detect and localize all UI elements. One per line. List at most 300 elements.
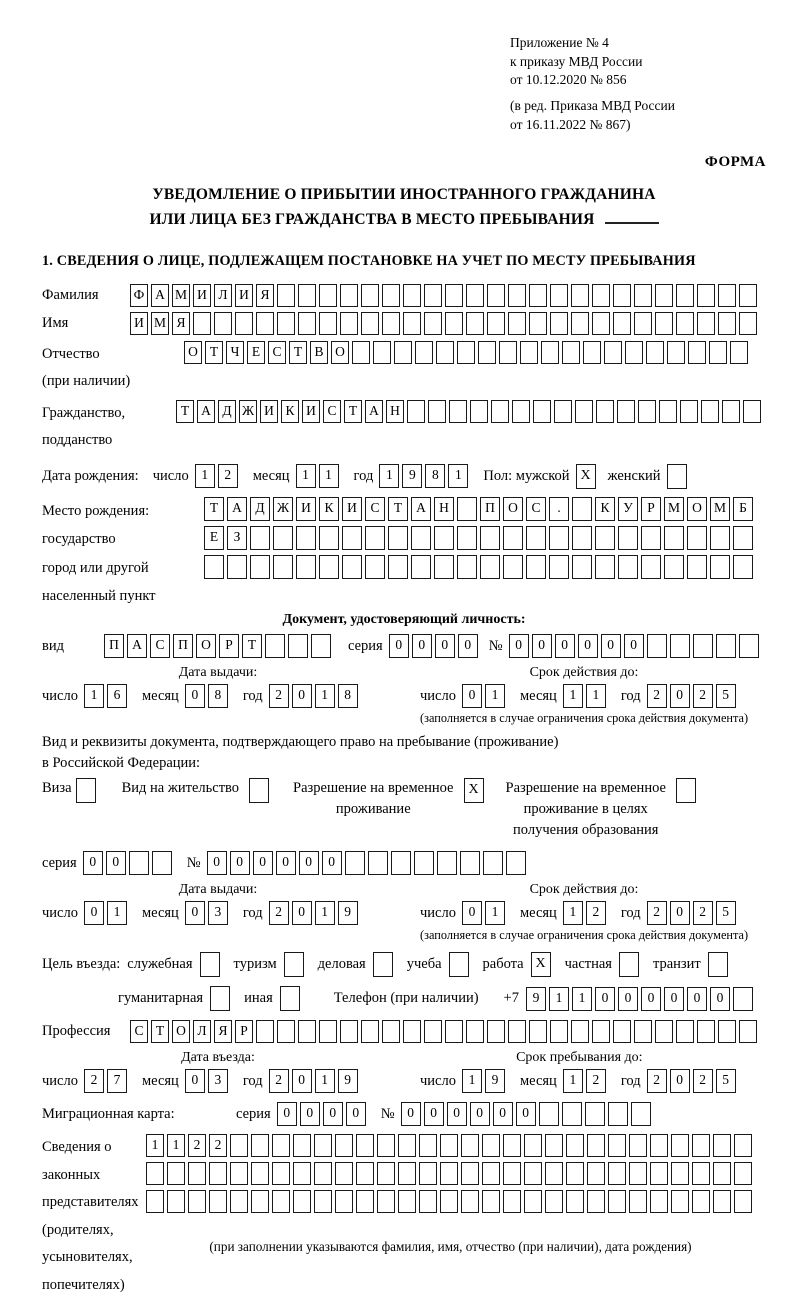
empty-cell[interactable] — [461, 1190, 479, 1213]
char-cell[interactable]: 0 — [84, 901, 104, 925]
char-cell[interactable]: 0 — [435, 634, 455, 658]
empty-cell[interactable] — [146, 1190, 164, 1213]
char-cell[interactable]: 1 — [462, 1069, 482, 1093]
char-cell[interactable]: 1 — [84, 684, 104, 708]
char-cell[interactable]: С — [268, 341, 286, 364]
visa-checkbox[interactable] — [76, 778, 96, 803]
char-cell[interactable]: 0 — [292, 1069, 312, 1093]
char-cell[interactable]: 0 — [664, 987, 684, 1011]
empty-cell[interactable] — [587, 1162, 605, 1185]
empty-cell[interactable] — [562, 1102, 582, 1126]
birth-place-input-row2[interactable] — [204, 526, 756, 550]
char-cell[interactable]: 0 — [185, 901, 205, 925]
char-cell[interactable]: П — [104, 634, 124, 658]
temp-residence-edu-checkbox[interactable] — [676, 778, 696, 803]
empty-cell[interactable] — [256, 312, 274, 335]
empty-cell[interactable] — [716, 634, 736, 658]
char-cell[interactable]: 3 — [208, 901, 228, 925]
empty-cell[interactable] — [457, 526, 477, 550]
empty-cell[interactable] — [377, 1190, 395, 1213]
empty-cell[interactable] — [592, 284, 610, 307]
char-cell[interactable]: 0 — [578, 634, 598, 658]
empty-cell[interactable] — [670, 634, 690, 658]
empty-cell[interactable] — [368, 851, 388, 875]
char-cell[interactable]: О — [503, 497, 523, 521]
doc-issue-year-input[interactable] — [269, 684, 361, 708]
empty-cell[interactable] — [545, 1162, 563, 1185]
empty-cell[interactable] — [382, 284, 400, 307]
migration-number-input[interactable] — [401, 1102, 654, 1126]
char-cell[interactable]: А — [127, 634, 147, 658]
empty-cell[interactable] — [293, 1190, 311, 1213]
entry-month-input[interactable] — [185, 1069, 231, 1093]
char-cell[interactable]: 0 — [230, 851, 250, 875]
residence-permit-checkbox[interactable] — [249, 778, 269, 803]
empty-cell[interactable] — [697, 284, 715, 307]
empty-cell[interactable] — [391, 851, 411, 875]
empty-cell[interactable] — [743, 400, 761, 423]
char-cell[interactable]: 2 — [188, 1134, 206, 1157]
char-cell[interactable]: 0 — [276, 851, 296, 875]
empty-cell[interactable] — [508, 1020, 526, 1043]
empty-cell[interactable] — [664, 526, 684, 550]
char-cell[interactable]: 0 — [470, 1102, 490, 1126]
empty-cell[interactable] — [671, 1134, 689, 1157]
migration-series-input[interactable] — [277, 1102, 369, 1126]
char-cell[interactable]: 0 — [624, 634, 644, 658]
purpose-study-checkbox[interactable] — [449, 952, 469, 977]
empty-cell[interactable] — [298, 1020, 316, 1043]
empty-cell[interactable] — [277, 284, 295, 307]
empty-cell[interactable] — [424, 312, 442, 335]
empty-cell[interactable] — [428, 400, 446, 423]
char-cell[interactable]: 0 — [509, 634, 529, 658]
empty-cell[interactable] — [335, 1190, 353, 1213]
empty-cell[interactable] — [414, 851, 434, 875]
empty-cell[interactable] — [340, 312, 358, 335]
permit-issue-year-input[interactable] — [269, 901, 361, 925]
char-cell[interactable]: 0 — [299, 851, 319, 875]
char-cell[interactable]: 9 — [485, 1069, 505, 1093]
char-cell[interactable]: Ч — [226, 341, 244, 364]
char-cell[interactable]: . — [549, 497, 569, 521]
char-cell[interactable]: 0 — [555, 634, 575, 658]
char-cell[interactable]: К — [319, 497, 339, 521]
char-cell[interactable]: 7 — [107, 1069, 127, 1093]
empty-cell[interactable] — [251, 1190, 269, 1213]
empty-cell[interactable] — [680, 400, 698, 423]
char-cell[interactable]: 0 — [300, 1102, 320, 1126]
char-cell[interactable]: И — [235, 284, 253, 307]
char-cell[interactable]: 0 — [185, 1069, 205, 1093]
char-cell[interactable]: 2 — [586, 1069, 606, 1093]
char-cell[interactable]: 0 — [710, 987, 730, 1011]
purpose-private-checkbox[interactable] — [619, 952, 639, 977]
empty-cell[interactable] — [445, 284, 463, 307]
char-cell[interactable]: Т — [242, 634, 262, 658]
permit-series-input[interactable] — [83, 851, 175, 875]
char-cell[interactable]: О — [184, 341, 202, 364]
empty-cell[interactable] — [314, 1190, 332, 1213]
empty-cell[interactable] — [314, 1134, 332, 1157]
doc-valid-year-input[interactable] — [647, 684, 739, 708]
empty-cell[interactable] — [398, 1190, 416, 1213]
empty-cell[interactable] — [382, 312, 400, 335]
char-cell[interactable]: К — [281, 400, 299, 423]
empty-cell[interactable] — [335, 1162, 353, 1185]
empty-cell[interactable] — [250, 526, 270, 550]
empty-cell[interactable] — [214, 312, 232, 335]
sex-female-checkbox[interactable] — [667, 464, 687, 489]
empty-cell[interactable] — [585, 1102, 605, 1126]
char-cell[interactable]: Ж — [273, 497, 293, 521]
char-cell[interactable]: 2 — [209, 1134, 227, 1157]
purpose-other-checkbox[interactable] — [280, 986, 300, 1011]
empty-cell[interactable] — [687, 526, 707, 550]
char-cell[interactable]: 1 — [315, 901, 335, 925]
empty-cell[interactable] — [687, 555, 707, 579]
empty-cell[interactable] — [592, 312, 610, 335]
char-cell[interactable]: 0 — [670, 684, 690, 708]
empty-cell[interactable] — [638, 400, 656, 423]
empty-cell[interactable] — [265, 634, 285, 658]
char-cell[interactable]: 2 — [693, 1069, 713, 1093]
empty-cell[interactable] — [709, 341, 727, 364]
empty-cell[interactable] — [345, 851, 365, 875]
empty-cell[interactable] — [659, 400, 677, 423]
empty-cell[interactable] — [692, 1162, 710, 1185]
empty-cell[interactable] — [730, 341, 748, 364]
empty-cell[interactable] — [440, 1190, 458, 1213]
empty-cell[interactable] — [583, 341, 601, 364]
char-cell[interactable]: Т — [205, 341, 223, 364]
empty-cell[interactable] — [434, 526, 454, 550]
char-cell[interactable]: 0 — [401, 1102, 421, 1126]
char-cell[interactable]: 0 — [424, 1102, 444, 1126]
empty-cell[interactable] — [403, 312, 421, 335]
empty-cell[interactable] — [314, 1162, 332, 1185]
char-cell[interactable]: П — [173, 634, 193, 658]
empty-cell[interactable] — [461, 1134, 479, 1157]
char-cell[interactable]: Т — [151, 1020, 169, 1043]
empty-cell[interactable] — [167, 1190, 185, 1213]
empty-cell[interactable] — [342, 555, 362, 579]
empty-cell[interactable] — [167, 1162, 185, 1185]
empty-cell[interactable] — [480, 526, 500, 550]
purpose-humanitarian-checkbox[interactable] — [210, 986, 230, 1011]
char-cell[interactable]: 1 — [485, 684, 505, 708]
empty-cell[interactable] — [440, 1162, 458, 1185]
empty-cell[interactable] — [487, 1020, 505, 1043]
empty-cell[interactable] — [613, 312, 631, 335]
empty-cell[interactable] — [293, 1162, 311, 1185]
char-cell[interactable]: 1 — [167, 1134, 185, 1157]
char-cell[interactable]: 1 — [379, 464, 399, 488]
char-cell[interactable]: Т — [176, 400, 194, 423]
empty-cell[interactable] — [460, 851, 480, 875]
empty-cell[interactable] — [650, 1190, 668, 1213]
empty-cell[interactable] — [398, 1162, 416, 1185]
empty-cell[interactable] — [466, 312, 484, 335]
empty-cell[interactable] — [382, 1020, 400, 1043]
birth-place-input-row1[interactable] — [204, 497, 756, 521]
empty-cell[interactable] — [733, 526, 753, 550]
empty-cell[interactable] — [188, 1162, 206, 1185]
char-cell[interactable]: И — [193, 284, 211, 307]
empty-cell[interactable] — [296, 555, 316, 579]
char-cell[interactable]: 6 — [107, 684, 127, 708]
char-cell[interactable]: 1 — [563, 901, 583, 925]
char-cell[interactable]: Б — [733, 497, 753, 521]
empty-cell[interactable] — [671, 1162, 689, 1185]
empty-cell[interactable] — [503, 1162, 521, 1185]
empty-cell[interactable] — [571, 312, 589, 335]
empty-cell[interactable] — [342, 526, 362, 550]
char-cell[interactable]: 9 — [402, 464, 422, 488]
empty-cell[interactable] — [655, 312, 673, 335]
empty-cell[interactable] — [419, 1190, 437, 1213]
empty-cell[interactable] — [571, 284, 589, 307]
empty-cell[interactable] — [457, 555, 477, 579]
empty-cell[interactable] — [230, 1162, 248, 1185]
profession-input[interactable] — [130, 1020, 760, 1043]
empty-cell[interactable] — [629, 1190, 647, 1213]
char-cell[interactable]: 2 — [84, 1069, 104, 1093]
representatives-input-row2[interactable] — [146, 1162, 755, 1185]
stay-year-input[interactable] — [647, 1069, 739, 1093]
char-cell[interactable]: 1 — [315, 684, 335, 708]
empty-cell[interactable] — [550, 1020, 568, 1043]
temp-residence-checkbox[interactable]: X — [464, 778, 484, 803]
char-cell[interactable]: 1 — [448, 464, 468, 488]
empty-cell[interactable] — [508, 312, 526, 335]
char-cell[interactable]: 8 — [338, 684, 358, 708]
birth-day-input[interactable] — [195, 464, 241, 488]
char-cell[interactable]: 0 — [641, 987, 661, 1011]
empty-cell[interactable] — [676, 312, 694, 335]
char-cell[interactable]: 2 — [647, 1069, 667, 1093]
empty-cell[interactable] — [508, 284, 526, 307]
purpose-work-checkbox[interactable]: X — [531, 952, 551, 977]
empty-cell[interactable] — [227, 555, 247, 579]
char-cell[interactable]: 0 — [412, 634, 432, 658]
char-cell[interactable]: 0 — [601, 634, 621, 658]
char-cell[interactable]: 1 — [563, 684, 583, 708]
char-cell[interactable]: С — [323, 400, 341, 423]
empty-cell[interactable] — [403, 284, 421, 307]
empty-cell[interactable] — [273, 555, 293, 579]
empty-cell[interactable] — [526, 555, 546, 579]
char-cell[interactable]: Н — [434, 497, 454, 521]
empty-cell[interactable] — [634, 312, 652, 335]
empty-cell[interactable] — [655, 284, 673, 307]
empty-cell[interactable] — [539, 1102, 559, 1126]
empty-cell[interactable] — [388, 555, 408, 579]
char-cell[interactable]: И — [260, 400, 278, 423]
empty-cell[interactable] — [440, 1134, 458, 1157]
empty-cell[interactable] — [587, 1134, 605, 1157]
empty-cell[interactable] — [356, 1190, 374, 1213]
char-cell[interactable]: 2 — [693, 684, 713, 708]
char-cell[interactable]: А — [365, 400, 383, 423]
permit-valid-day-input[interactable] — [462, 901, 508, 925]
empty-cell[interactable] — [146, 1162, 164, 1185]
char-cell[interactable]: 0 — [253, 851, 273, 875]
empty-cell[interactable] — [688, 341, 706, 364]
empty-cell[interactable] — [646, 341, 664, 364]
char-cell[interactable]: 0 — [106, 851, 126, 875]
char-cell[interactable]: М — [664, 497, 684, 521]
char-cell[interactable]: И — [130, 312, 148, 335]
empty-cell[interactable] — [356, 1162, 374, 1185]
permit-valid-year-input[interactable] — [647, 901, 739, 925]
empty-cell[interactable] — [466, 1020, 484, 1043]
empty-cell[interactable] — [352, 341, 370, 364]
empty-cell[interactable] — [641, 555, 661, 579]
empty-cell[interactable] — [449, 400, 467, 423]
char-cell[interactable]: С — [526, 497, 546, 521]
char-cell[interactable]: Я — [214, 1020, 232, 1043]
empty-cell[interactable] — [319, 312, 337, 335]
empty-cell[interactable] — [377, 1134, 395, 1157]
char-cell[interactable]: И — [302, 400, 320, 423]
char-cell[interactable]: 2 — [647, 901, 667, 925]
empty-cell[interactable] — [209, 1190, 227, 1213]
char-cell[interactable]: 3 — [208, 1069, 228, 1093]
empty-cell[interactable] — [566, 1190, 584, 1213]
char-cell[interactable]: Н — [386, 400, 404, 423]
char-cell[interactable]: 2 — [269, 901, 289, 925]
empty-cell[interactable] — [487, 312, 505, 335]
empty-cell[interactable] — [566, 1134, 584, 1157]
permit-number-input[interactable] — [207, 851, 529, 875]
char-cell[interactable]: У — [618, 497, 638, 521]
char-cell[interactable]: 2 — [218, 464, 238, 488]
empty-cell[interactable] — [710, 555, 730, 579]
empty-cell[interactable] — [209, 1162, 227, 1185]
empty-cell[interactable] — [692, 1190, 710, 1213]
char-cell[interactable]: 1 — [195, 464, 215, 488]
char-cell[interactable]: О — [331, 341, 349, 364]
char-cell[interactable]: 1 — [549, 987, 569, 1011]
empty-cell[interactable] — [361, 1020, 379, 1043]
empty-cell[interactable] — [634, 284, 652, 307]
char-cell[interactable]: 0 — [322, 851, 342, 875]
char-cell[interactable]: Р — [235, 1020, 253, 1043]
empty-cell[interactable] — [650, 1134, 668, 1157]
char-cell[interactable]: 0 — [207, 851, 227, 875]
empty-cell[interactable] — [608, 1134, 626, 1157]
char-cell[interactable]: Т — [344, 400, 362, 423]
empty-cell[interactable] — [424, 284, 442, 307]
empty-cell[interactable] — [361, 312, 379, 335]
empty-cell[interactable] — [647, 634, 667, 658]
char-cell[interactable]: 1 — [572, 987, 592, 1011]
purpose-commercial-checkbox[interactable] — [373, 952, 393, 977]
char-cell[interactable]: 9 — [526, 987, 546, 1011]
char-cell[interactable]: Т — [204, 497, 224, 521]
empty-cell[interactable] — [491, 400, 509, 423]
char-cell[interactable]: 0 — [292, 901, 312, 925]
empty-cell[interactable] — [618, 555, 638, 579]
char-cell[interactable]: 8 — [208, 684, 228, 708]
empty-cell[interactable] — [572, 555, 592, 579]
char-cell[interactable]: Р — [219, 634, 239, 658]
empty-cell[interactable] — [550, 312, 568, 335]
char-cell[interactable]: 1 — [319, 464, 339, 488]
empty-cell[interactable] — [739, 284, 757, 307]
empty-cell[interactable] — [631, 1102, 651, 1126]
empty-cell[interactable] — [335, 1134, 353, 1157]
doc-valid-day-input[interactable] — [462, 684, 508, 708]
doc-series-input[interactable] — [389, 634, 481, 658]
char-cell[interactable]: 0 — [346, 1102, 366, 1126]
empty-cell[interactable] — [503, 1190, 521, 1213]
empty-cell[interactable] — [482, 1190, 500, 1213]
citizenship-input[interactable] — [176, 400, 764, 423]
empty-cell[interactable] — [524, 1162, 542, 1185]
phone-input[interactable] — [526, 987, 756, 1011]
empty-cell[interactable] — [373, 341, 391, 364]
char-cell[interactable]: 1 — [563, 1069, 583, 1093]
empty-cell[interactable] — [562, 341, 580, 364]
empty-cell[interactable] — [288, 634, 308, 658]
char-cell[interactable]: 0 — [618, 987, 638, 1011]
empty-cell[interactable] — [650, 1162, 668, 1185]
entry-day-input[interactable] — [84, 1069, 130, 1093]
char-cell[interactable]: 1 — [296, 464, 316, 488]
empty-cell[interactable] — [595, 526, 615, 550]
empty-cell[interactable] — [734, 1162, 752, 1185]
empty-cell[interactable] — [595, 555, 615, 579]
empty-cell[interactable] — [152, 851, 172, 875]
surname-input[interactable] — [130, 284, 760, 307]
doc-valid-month-input[interactable] — [563, 684, 609, 708]
char-cell[interactable]: 0 — [516, 1102, 536, 1126]
empty-cell[interactable] — [587, 1190, 605, 1213]
empty-cell[interactable] — [293, 1134, 311, 1157]
empty-cell[interactable] — [734, 1190, 752, 1213]
empty-cell[interactable] — [545, 1134, 563, 1157]
char-cell[interactable]: Д — [250, 497, 270, 521]
empty-cell[interactable] — [319, 284, 337, 307]
stay-month-input[interactable] — [563, 1069, 609, 1093]
empty-cell[interactable] — [520, 341, 538, 364]
empty-cell[interactable] — [697, 312, 715, 335]
char-cell[interactable]: 0 — [493, 1102, 513, 1126]
empty-cell[interactable] — [693, 634, 713, 658]
empty-cell[interactable] — [445, 1020, 463, 1043]
permit-issue-day-input[interactable] — [84, 901, 130, 925]
empty-cell[interactable] — [377, 1162, 395, 1185]
empty-cell[interactable] — [718, 284, 736, 307]
empty-cell[interactable] — [365, 555, 385, 579]
char-cell[interactable]: Ф — [130, 284, 148, 307]
empty-cell[interactable] — [739, 634, 759, 658]
char-cell[interactable]: Д — [218, 400, 236, 423]
empty-cell[interactable] — [480, 555, 500, 579]
doc-number-input[interactable] — [509, 634, 762, 658]
empty-cell[interactable] — [356, 1134, 374, 1157]
char-cell[interactable]: 5 — [716, 684, 736, 708]
char-cell[interactable]: 9 — [338, 901, 358, 925]
empty-cell[interactable] — [550, 284, 568, 307]
empty-cell[interactable] — [506, 851, 526, 875]
empty-cell[interactable] — [272, 1134, 290, 1157]
empty-cell[interactable] — [296, 526, 316, 550]
empty-cell[interactable] — [629, 1162, 647, 1185]
char-cell[interactable]: И — [296, 497, 316, 521]
